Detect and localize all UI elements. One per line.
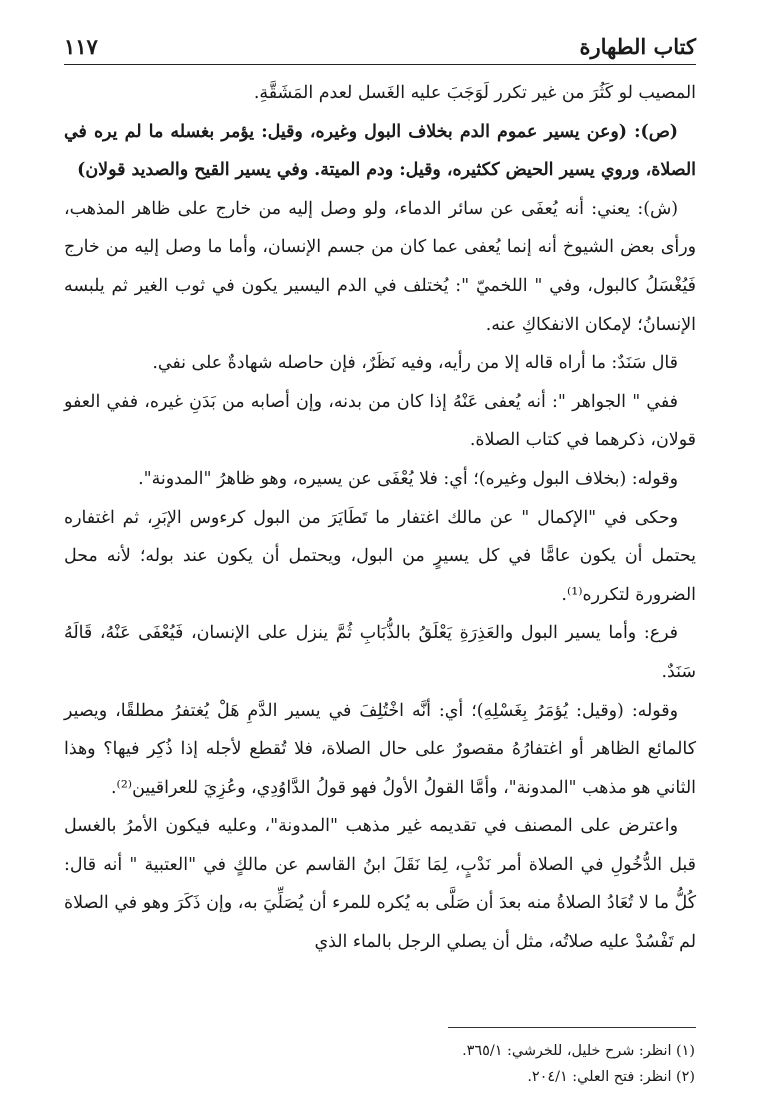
footnote-separator xyxy=(448,1027,696,1028)
paragraph: وقوله: (وقيل: يُؤمَرُ بِغَسْلِهِ)؛ أي: أنَّه اخْتُلِفَ في يسير الدَّمِ هَلْ يُغتفرُ مطلقًا، ويصير كالمائع الظاهر أو اغتفارُهُ مقصورٌ على حال الصلاة، فلا تُقطع لأجله إذا ذُكِر فيها؟ وهذا الثاني هو مذهب "المدونة"، وأمَّا القولُ الأولُ فهو قولُ الدَّاوُدِي، وعُزِيَ للعراقيين⁽²⁾. xyxy=(64,700,696,798)
paragraph: وقوله: (بخلاف البول وغيره)؛ أي: فلا يُعْفَى عن يسيره، وهو ظاهرُ "المدونة". xyxy=(138,468,678,489)
footnote: (١) انظر: شرح خليل، للخرشي: ٣٦٥/١. xyxy=(462,1043,695,1059)
chapter-title: كتاب الطهارة xyxy=(579,34,696,59)
paragraph: المصيب لو كَثُرَ من غير تكرر لَوَجَبَ عليه الغَسل لعدم المَشَقَّةِ. xyxy=(253,83,696,103)
matn-paragraph: (ص): (وعن يسير عموم الدم بخلاف البول وغيره، وقيل: يؤمر بغسله ما لم يره في الصلاة، وروي يسير الحيض ككثيره، وقيل: ودم الميتة. وفي يسير القيح والصديد قولان) xyxy=(64,121,696,181)
paragraph: وحكى في "الإكمال " عن مالك اغتفار ما تَطَايَرَ من البول كرءوس الإبَرِ، ثم اغتفاره يحتمل أن يكون عامًّا في كل يسيرٍ من البول، ويحتمل أن يكون عند بوله؛ لأنه محل الضرورة لتكرره⁽¹⁾. xyxy=(64,507,696,605)
main-text xyxy=(64,74,696,974)
sharh-paragraph: (ش): يعني: أنه يُعفَى عن سائر الدماء، ولو وصل إليه من خارج على ظاهر المذهب، ورأى بعض الشيوخ أنه إنما يُعفى عما كان من جسم الإنسان، وأما ما وصل إليه من خارج فَيُغْسَلُ كالبول، وفي " اللخميّ ": يُختلف في الدم اليسير يكون في ثوب الغير ثم يلبسه الإنسانُ؛ لإمكان الانفكاكِ عنه. xyxy=(64,198,696,335)
running-header xyxy=(64,30,696,65)
paragraph: قال سَنَدٌ: ما أراه قاله إلا من رأيه، وفيه نَظَرٌ، فإن حاصله شهادةٌ على نفي. xyxy=(152,353,678,374)
paragraph: فرع: وأما يسير البول والعَذِرَةِ يَعْلَقُ بالذُّبَابِ ثُمَّ ينزل على الإنسان، فَيُعْفَى عَنْهُ، قَالَهُ سَنَدٌ. xyxy=(64,623,696,682)
footnote: (٢) انظر: فتح العلي: ٢٠٤/١. xyxy=(527,1069,695,1085)
paragraph: ففي " الجواهر ": أنه يُعفى عَنْهُ إذا كان من بدنه، وإن أصابه من بَدَنِ غيره، ففي العفو قولان، ذكرهما في كتاب الصلاة. xyxy=(64,391,696,451)
page-number: ١١٧ xyxy=(64,34,98,59)
paragraph: واعترض على المصنف في تقديمه غير مذهب "المدونة"، وعليه فيكون الأمرُ بالغسل قبل الدُّخُولِ في الصلاة أمر نَدْبٍ، لِمَا نَقَلَ ابنُ القاسم عن مالكٍ في "العتبية " أنه قال: كُلُّ ما لا تُعَادُ الصلاةُ منه بعدَ أن صَلَّى به يُكره للمرء أن يُصَلِّيَ به، وإن ذَكَرَ وهو في الصلاة لم تَفْسُدْ عليه صلاتُه، مثل أن يصلي الرجل بالماء الذي xyxy=(64,816,696,953)
